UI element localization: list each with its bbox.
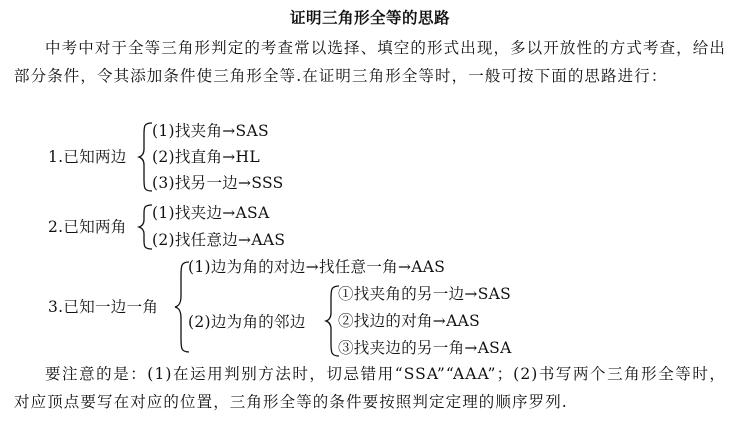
note-paragraph: 要注意的是：(1)在运用判别方法时，切忌错用“SSA”“AAA”；(2)书写两个三角形全等时，对应顶点要写在对应的位置，三角形全等的条件要按照判定定理的顺序罗列.	[14, 365, 726, 411]
case-3-sub-option-1: ①找夹角的另一边→SAS	[338, 285, 512, 303]
case-3-label: 3.已知一边一角	[48, 298, 159, 316]
case-3-sub-option-3: ③找夹边的另一角→ASA	[338, 339, 512, 357]
intro-paragraph: 中考中对于全等三角形判定的考查常以选择、填空的形式出现，多以开放性的方式考查，给出部分条件，令其添加条件使三角形全等.在证明三角形全等时，一般可按下面的思路进行：	[14, 39, 726, 85]
case-3-option-1: (1)边为角的对边→找任意一角→AAS	[188, 258, 446, 276]
case-2-option-2: (2)找任意边→AAS	[152, 231, 286, 249]
case-1-option-2: (2)找直角→HL	[152, 148, 260, 166]
case-3-sub-option-2: ②找边的对角→AAS	[338, 312, 480, 330]
case-3-option-2: (2)边为角的邻边	[188, 313, 306, 331]
case-2-label: 2.已知两角	[48, 218, 127, 236]
document-title: 证明三角形全等的思路	[289, 9, 450, 27]
case-2-option-1: (1)找夹边→ASA	[152, 204, 270, 222]
case-1-option-3: (3)找另一边→SSS	[152, 174, 284, 192]
case-1-option-1: (1)找夹角→SAS	[152, 122, 269, 140]
case-1-label: 1.已知两边	[48, 148, 127, 166]
